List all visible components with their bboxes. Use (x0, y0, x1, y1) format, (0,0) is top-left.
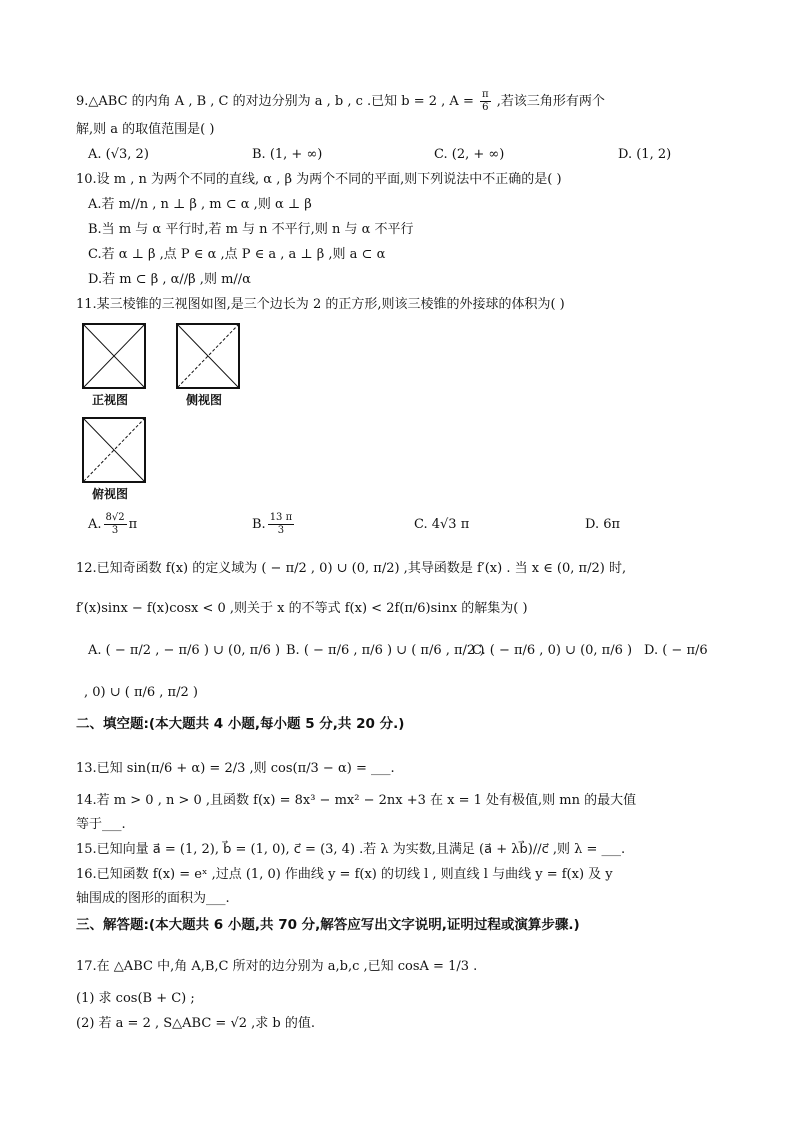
q10-option-a: A.若 m//n , n ⊥ β , m ⊂ α ,则 α ⊥ β (88, 197, 312, 212)
q11-stem: 11.某三棱锥的三视图如图,是三个边长为 2 的正方形,则该三棱锥的外接球的体积为( ) (76, 297, 565, 312)
q9-option-d: D. (1, 2) (618, 147, 672, 162)
q9-text: 9.△ABC 的内角 A , B , C 的对边分别为 a , b , c .已知 b = 2 , A = (76, 94, 474, 109)
q9-option-a: A. (√3, 2) (88, 147, 149, 162)
q11-option-d: D. 6π (585, 517, 621, 532)
q12-option-d: D. ( − π/6 (644, 643, 708, 658)
q11-option-b: B. $\frac{13 \pi}{3}$ (252, 512, 293, 536)
top-view-label: 俯视图 (92, 487, 129, 501)
q16-line1: 16.已知函数 f(x) = eˣ ,过点 (1, 0) 作曲线 y = f(x) 的切线 l , 则直线 l 与曲线 y = f(x) 及 y (76, 867, 613, 882)
q17-part1: (1) 求 cos(B + C) ; (76, 991, 195, 1006)
q17-stem: 17.在 △ABC 中,角 A,B,C 所对的边分别为 a,b,c ,已知 cosA = 1/3 . (76, 959, 478, 974)
q11-option-a: A. $\frac{8√2}{3}$ π (88, 512, 138, 536)
q15-text: 15.已知向量 a⃗ = (1, 2), b⃗ = (1, 0), c⃗ = (3, 4) .若 λ 为实数,且满足 (a⃗ + λb⃗)//c⃗ ,则 λ = ___. (76, 842, 626, 857)
q12-option-a: A. ( − π/2 , − π/6 ) ∪ (0, π/6 ) (88, 643, 281, 658)
q10-stem: 10.设 m , n 为两个不同的直线, α , β 为两个不同的平面,则下列说法中不正确的是( ) (76, 172, 562, 187)
q16-line2: 轴围成的图形的面积为___. (76, 891, 230, 906)
q10-option-c: C.若 α ⊥ β ,点 P ∈ α ,点 P ∈ a , a ⊥ β ,则 a ⊂ α (88, 247, 386, 262)
front-view-figure (82, 323, 146, 389)
q9-option-b: B. (1, + ∞) (252, 147, 323, 162)
q9-line1 (76, 89, 605, 114)
front-view-label: 正视图 (92, 393, 129, 407)
q12-option-b: B. ( − π/6 , π/6 ) ∪ ( π/6 , π/2 ) (286, 643, 485, 658)
section-3-title: 三、解答题:(本大题共 6 小题,共 70 分,解答应写出文字说明,证明过程或演算步骤.) (76, 917, 580, 933)
q12-line2: f′(x)sinx − f(x)cosx < 0 ,则关于 x 的不等式 f(x) < 2f(π/6)sinx 的解集为( ) (76, 601, 528, 616)
side-view-figure (176, 323, 240, 389)
top-view-figure (82, 417, 146, 483)
q14-line2: 等于___. (76, 817, 126, 832)
q11-option-c: C. 4√3 π (414, 517, 470, 532)
q17-part2: (2) 若 a = 2 , S△ABC = √2 ,求 b 的值. (76, 1016, 315, 1031)
q13-text: 13.已知 sin(π/6 + α) = 2/3 ,则 cos(π/3 − α) = ___. (76, 761, 395, 776)
q9-tail: ,若该三角形有两个 (496, 94, 605, 109)
q9-option-c: C. (2, + ∞) (434, 147, 505, 162)
q9-fraction: $\frac{\pi}{6}$ (482, 89, 489, 113)
q9-line2: 解,则 a 的取值范围是( ) (76, 122, 215, 137)
section-2-title: 二、填空题:(本大题共 4 小题,每小题 5 分,共 20 分.) (76, 716, 405, 732)
q10-option-b: B.当 m 与 α 平行时,若 m 与 n 不平行,则 n 与 α 不平行 (88, 222, 414, 237)
q14-line1: 14.若 m > 0 , n > 0 ,且函数 f(x) = 8x³ − mx² − 2nx +3 在 x = 1 处有极值,则 mn 的最大值 (76, 793, 637, 808)
q12-option-c: C. ( − π/6 , 0) ∪ (0, π/6 ) (472, 643, 633, 658)
q12-line1: 12.已知奇函数 f(x) 的定义域为 ( − π/2 , 0) ∪ (0, π/2) ,其导函数是 f′(x) . 当 x ∈ (0, π/2) 时, (76, 561, 627, 576)
side-view-label: 侧视图 (186, 393, 223, 407)
q10-option-d: D.若 m ⊂ β , α//β ,则 m//α (88, 272, 251, 287)
q12-line4: , 0) ∪ ( π/6 , π/2 ) (84, 685, 198, 700)
